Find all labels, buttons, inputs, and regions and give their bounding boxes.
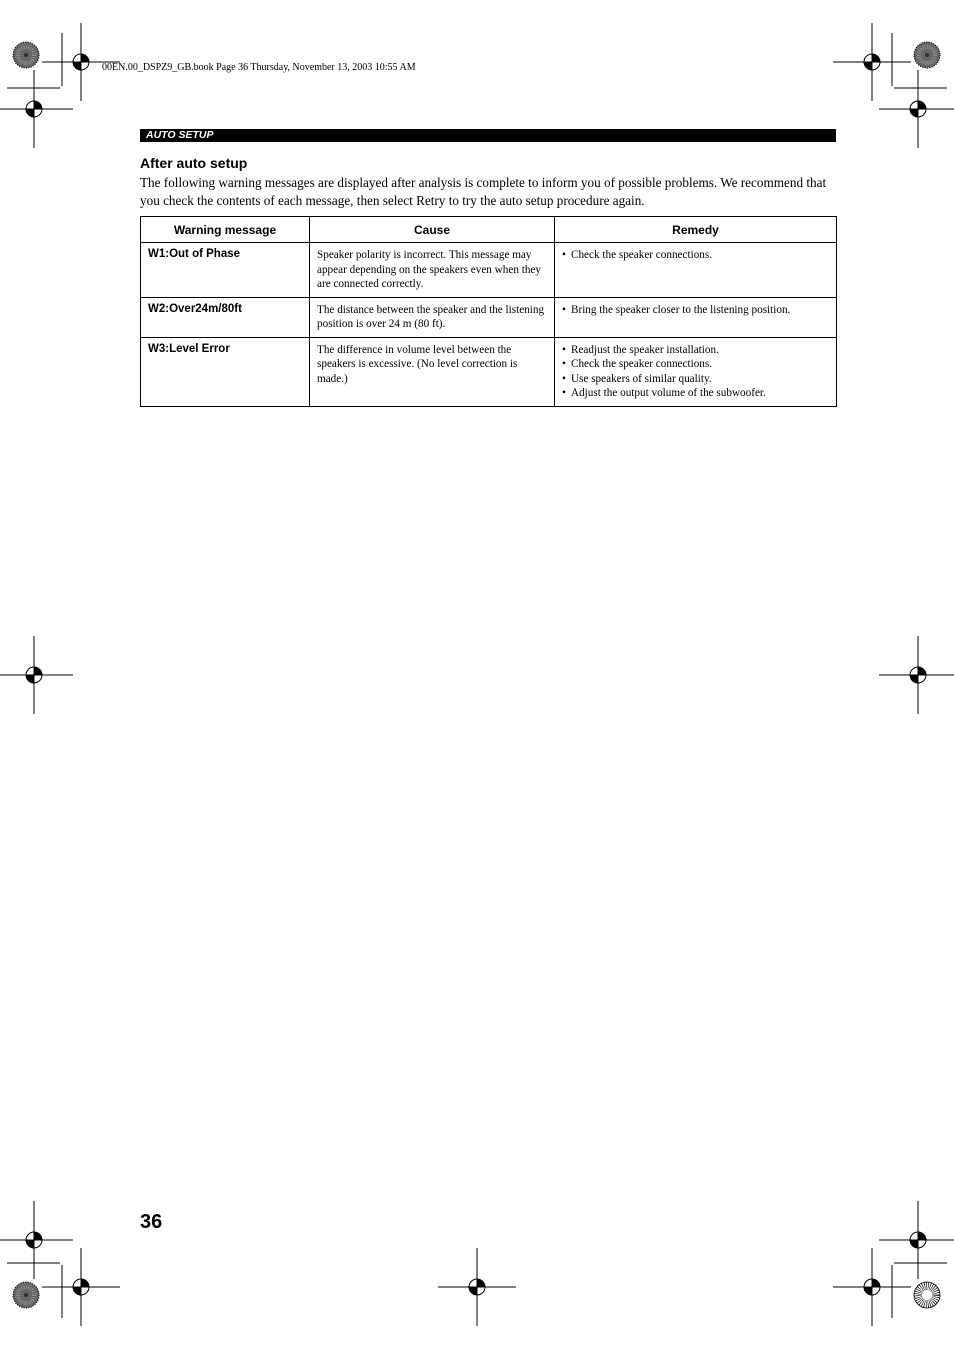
section-header-bar <box>140 129 836 142</box>
table-row <box>141 337 837 406</box>
table-row <box>141 243 837 298</box>
file-info: 00EN.00_DSPZ9_GB.book Page 36 Thursday, November 13, 2003 10:55 AM <box>102 62 416 73</box>
remedy-list <box>562 303 829 318</box>
table-header-row <box>141 217 837 243</box>
remedy-item: • Bring the speaker closer to the listening position. <box>562 303 829 318</box>
table-row <box>141 297 837 337</box>
warning-message: W3:Level Error <box>141 337 310 406</box>
section-label: AUTO SETUP <box>146 129 214 141</box>
section-heading: After auto setup <box>140 155 248 171</box>
cause-text: Speaker polarity is incorrect. This message may appear depending on the speakers even when they are connected correctly. <box>310 243 555 298</box>
warning-message: W2:Over24m/80ft <box>141 297 310 337</box>
remedy-item: • Use speakers of similar quality. <box>562 372 829 387</box>
header-remedy: Remedy <box>555 217 837 243</box>
remedy-list <box>562 343 829 401</box>
remedy-cell <box>555 297 837 337</box>
remedy-cell <box>555 243 837 298</box>
header-warning-message: Warning message <box>141 217 310 243</box>
remedy-item: • Check the speaker connections. <box>562 248 829 263</box>
header-cause: Cause <box>310 217 555 243</box>
cause-text: The difference in volume level between the speakers is excessive. (No level correction is made.) <box>310 337 555 406</box>
remedy-list <box>562 248 829 263</box>
remedy-item: • Readjust the speaker installation. <box>562 343 829 358</box>
page-number: 36 <box>140 1211 163 1233</box>
remedy-item: • Check the speaker connections. <box>562 357 829 372</box>
warning-message: W1:Out of Phase <box>141 243 310 298</box>
remedy-cell <box>555 337 837 406</box>
remedy-item: • Adjust the output volume of the subwoofer. <box>562 386 829 401</box>
warning-table <box>140 216 837 407</box>
intro-paragraph: The following warning messages are displayed after analysis is complete to inform you of possible problems. We recommend that you check the contents of each message, then select Retry to try the auto setup procedure again. <box>140 175 827 208</box>
cause-text: The distance between the speaker and the listening position is over 24 m (80 ft). <box>310 297 555 337</box>
